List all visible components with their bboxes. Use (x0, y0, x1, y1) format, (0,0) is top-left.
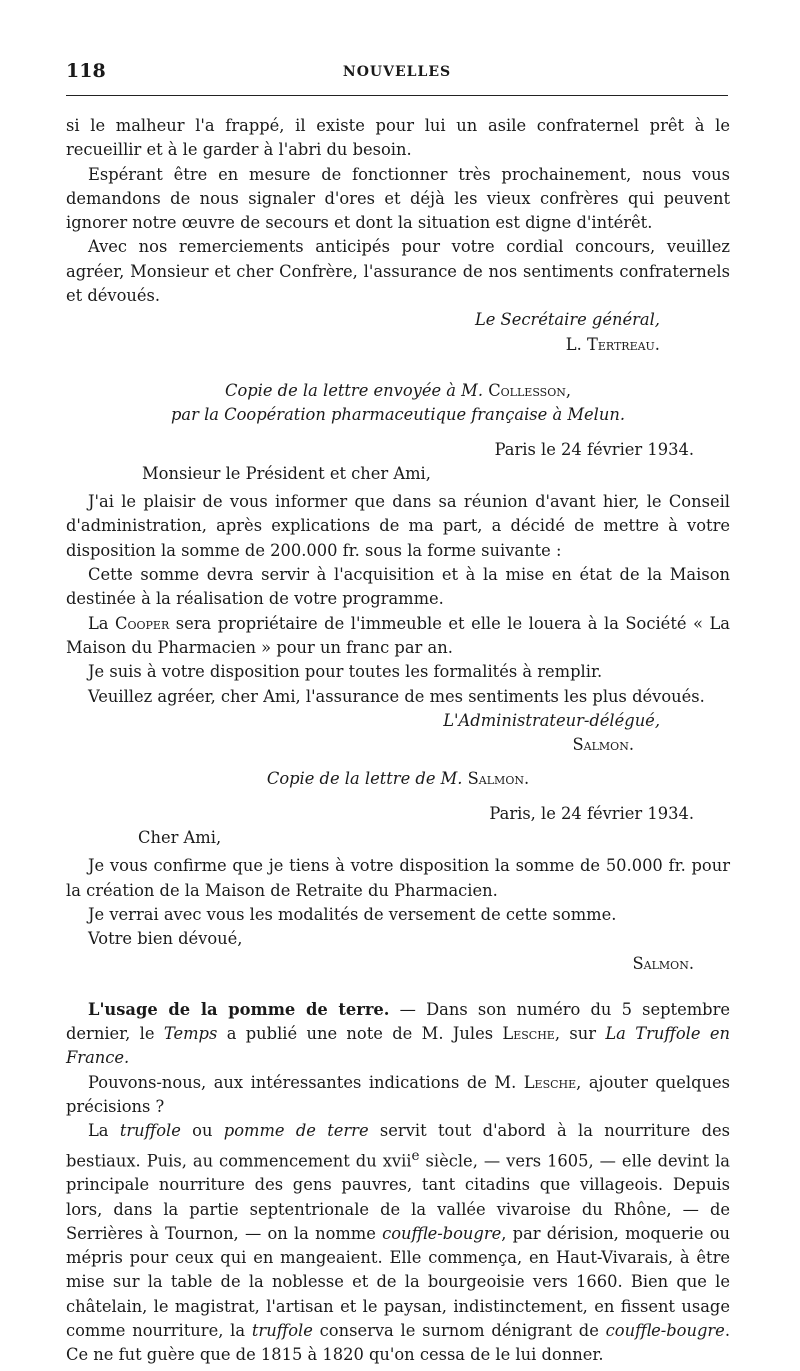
letter1-paragraph-3: La Cooper sera propriétaire de l'immeuble et elle le louera à la Société « La Maison du Pharmacien » pour un franc par an. (66, 613, 730, 657)
signature-name-secretary: L. Tertreau. (565, 334, 660, 354)
letter2-signature: Salmon. (632, 953, 694, 973)
article-heading: L'usage de la pomme de terre. (88, 999, 390, 1019)
running-title: NOUVELLES (342, 64, 452, 80)
letter2-salutation: Cher Ami, (138, 828, 222, 848)
paragraph-continuation: si le malheur l'a frappé, il existe pour lui un asile confraternel prêt à le recueillir et à le garder à l'abri du besoin. (66, 116, 730, 160)
copy-heading-1: Copie de la lettre envoyée à M. Collesson, (224, 380, 572, 400)
letter1-paragraph-1: J'ai le plaisir de vous informer que dans sa réunion d'avant hier, le Conseil d'administration, après explications de ma part, a décidé de mettre à votre disposition la somme de 200.000 fr. sous la forme suivante : (66, 492, 730, 560)
article-paragraph-1: L'usage de la pomme de terre. — Dans son numéro du 5 septembre dernier, le Temps a publié une note de M. Jules Lesche, sur La Truffole en France. (66, 999, 730, 1068)
page-number: 118 (66, 60, 106, 82)
letter1-paragraph-2: Cette somme devra servir à l'acquisition et à la mise en état de la Maison destinée à la réalisation de votre programme. (66, 565, 730, 609)
secretary-name: Tertreau. (586, 334, 660, 354)
letter2-date: Paris, le 24 février 1934. (489, 803, 694, 823)
page-header (66, 60, 728, 88)
copy-heading-1-sub: par la Coopération pharmaceutique française à Melun. (171, 405, 625, 425)
page-body (66, 114, 730, 1368)
letter2-paragraph-2: Je verrai avec vous les modalités de versement de cette somme. (88, 904, 617, 924)
article-paragraph-2: Pouvons-nous, aux intéressantes indications de M. Lesche, ajouter quelques précisions ? (66, 1072, 730, 1116)
paragraph-hope: Espérant être en mesure de fonctionner très prochainement, nous vous demandons de nous signaler d'ores et déjà les vieux confrères qui peuvent ignorer notre œuvre de secours et dont la situation est digne d'intérêt. (66, 164, 730, 233)
letter1-paragraph-4: Je suis à votre disposition pour toutes les formalités à remplir. (88, 662, 603, 682)
header-rule (66, 95, 728, 96)
letter2-paragraph-1: Je vous confirme que je tiens à votre disposition la somme de 50.000 fr. pour la création de la Maison de Retraite du Pharmacien. (66, 856, 730, 900)
letter1-date: Paris le 24 février 1934. (494, 439, 694, 459)
copy-heading-2: Copie de la lettre de M. Salmon. (266, 769, 530, 789)
letter1-signature-title: L'Administrateur-délégué, (443, 710, 660, 730)
letter1-signature-name: Salmon. (572, 735, 634, 755)
article-paragraph-3: La truffole ou pomme de terre servit tout d'abord à la nourriture des bestiaux. Puis, au commencement du xvii$^e$ siècle, — vers 1605, — elle devint la principale nourriture des gens pauvres, tant citadins que villageois. Depuis lors, dans la partie septentrionale de la vallée vivaroise du Rhône, — de Serrières à Tournon, — on la nomme couffle-bougre, par dérision, moquerie ou mépris pour ceux qui en mangeaient. Elle commença, en Haut-Vivarais, à être mise sur la table de la noblesse et de la bourgeoisie vers 1660. Bien que le châtelain, le magistrat, l'artisan et le paysan, indistinctement, en fissent usage comme nourriture, la truffole conserva le surnom dénigrant de couffle-bougre. Ce ne fut guère que de 1815 à 1820 qu'on cessa de le lui donner. (66, 1121, 731, 1365)
letter1-salutation: Monsieur le Président et cher Ami, (142, 463, 431, 483)
letter1-paragraph-5: Veuillez agréer, cher Ami, l'assurance de mes sentiments les plus dévoués. (88, 686, 705, 706)
paragraph-thanks: Avec nos remerciements anticipés pour votre cordial concours, veuillez agréer, Monsieur et cher Confrère, l'assurance de nos sentiments confraternels et dévoués. (66, 237, 730, 306)
letter2-paragraph-3: Votre bien dévoué, (88, 929, 243, 949)
signature-title-secretary: Le Secrétaire général, (474, 310, 660, 330)
